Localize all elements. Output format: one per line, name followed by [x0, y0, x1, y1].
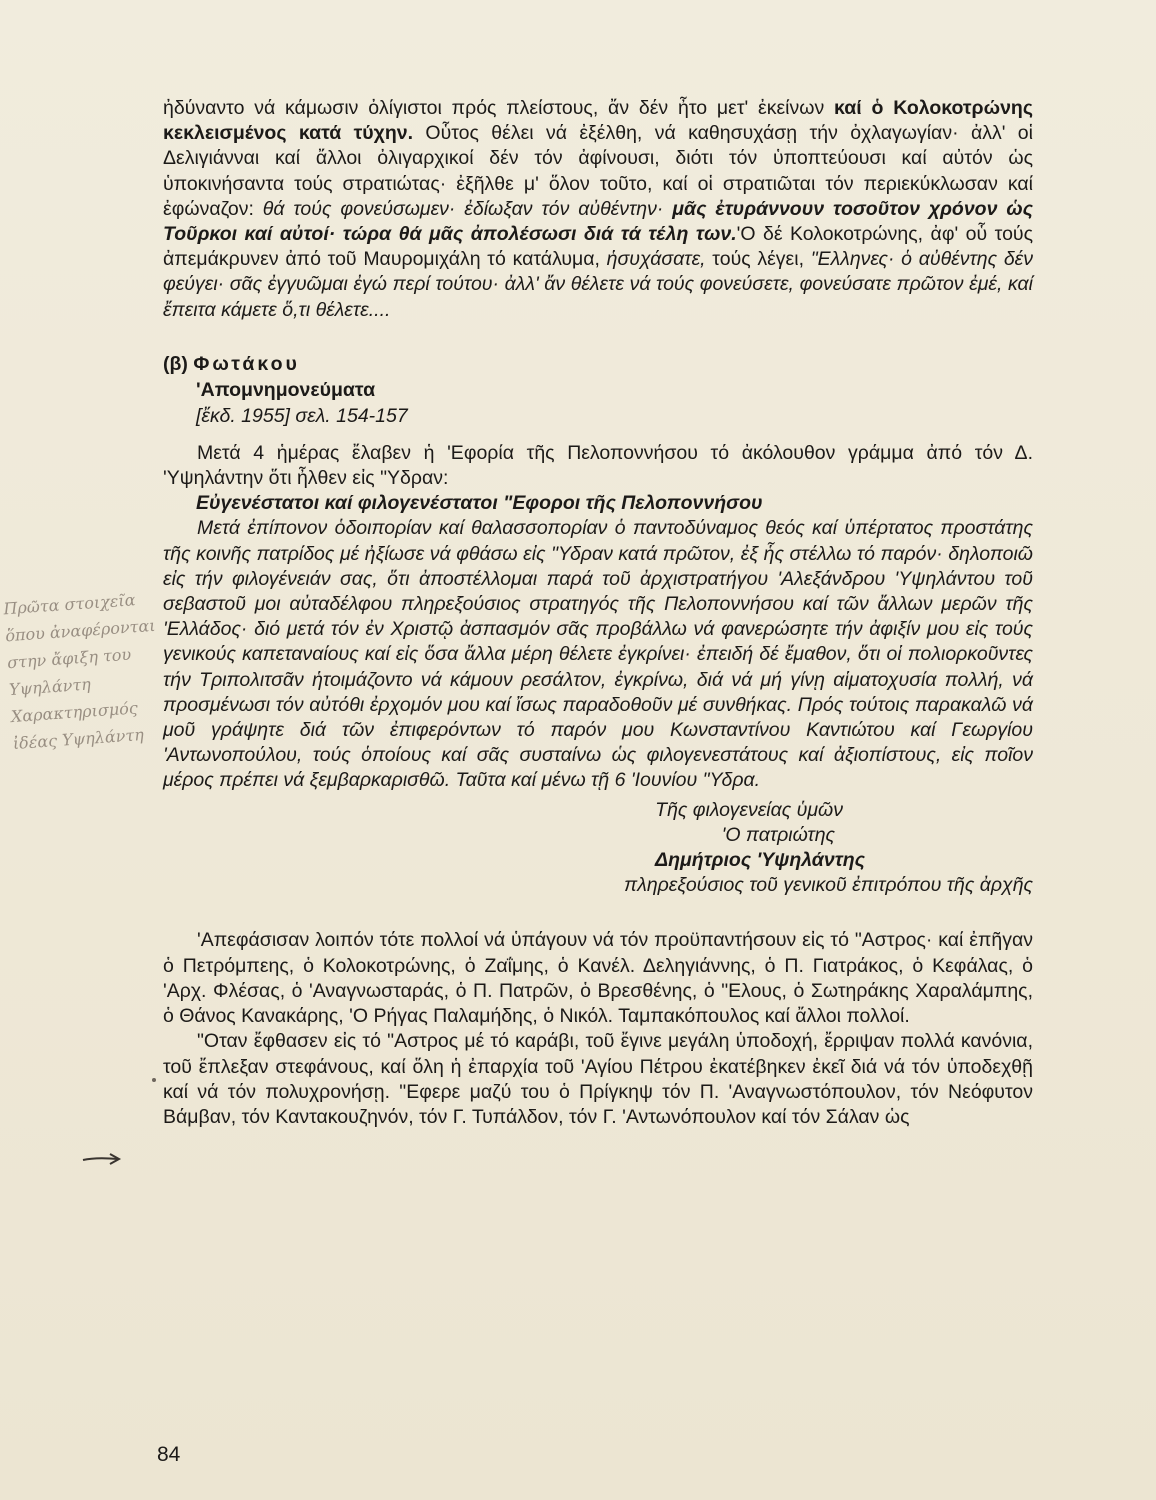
- letter-intro: Μετά 4 ἡμέρας ἔλαβεν ἡ 'Εφορία τῆς Πελοποννήσου τό ἀκόλουθον γράμμα ἀπό τόν Δ. 'Υψηλάντην ὅτι ἦλθεν εἰς "Υδραν:: [163, 441, 1033, 490]
- handwritten-margin-note: [3, 585, 164, 757]
- letter-salutation: Εὐγενέστατοι καί φιλογενέστατοι "Εφοροι τῆς Πελοποννήσου: [196, 492, 763, 515]
- passage-1-segment: ἠδύναντο νά κάμωσιν ὀλίγιστοι πρός πλείστους, ἄν δέν ἦτο μετ' ἐκείνων: [163, 97, 835, 119]
- margin-note-line: ἰδέας Υψηλάντη: [12, 724, 145, 754]
- passage-1-segment: μᾶς ἐτυράννουν τοσοῦτον χρόνον ὡς Τοῦρκοι καί αὐτοί· τώρα θά μᾶς ἀπολέσωσι διά τά τέλη των.: [163, 197, 1033, 246]
- passage-1-segment: καί ὁ Κολοκοτρώνης κεκλεισμένος κατά τύχην.: [163, 97, 1033, 145]
- passage-1-segment: ἡσυχάσατε,: [606, 248, 706, 271]
- passage-1-segment: Οὗτος θέλει νά ἐξέλθη, νά καθησυχάσῃ τήν ὀχλαγωγίαν· ἀλλ' οἱ Δελιγιάνναι καί ἄλλοι ὀλιγαρχικοί δέν τόν ἀφίνουσι, διότι τόν ὑποπτεύουσι καί αὐτόν ὡς ὑποκινήσαντα τούς στρατιώτας· ἐξῆλθε μ' ὅλον τοῦτο, καί οἱ στρατιῶται τόν περιεκύκλωσαν καί ἐφώναζον:: [163, 122, 1033, 220]
- margin-note-line: Χαρακτηρισμός: [10, 698, 139, 727]
- source-heading: [163, 351, 1033, 429]
- passage-1-segment: θά τούς φονεύσωμεν· ἐδίωξαν τόν αὐθέντην·: [262, 197, 673, 220]
- letter-closing-2: 'Ο πατριώτης: [721, 823, 835, 846]
- passage-3: "Οταν ἔφθασεν εἰς τό "Αστρος μέ τό καράβι, τοῦ ἔγινε μεγάλη ὑποδοχή, ἔρριψαν πολλά κανόνια, τοῦ ἔπλεξαν στεφάνους, καί ὅλη ἡ ἐπαρχία τοῦ 'Αγίου Πέτρου ἐκατέβηκεν ἐκεῖ διά νά τόν ὑποδεχθῇ καί νά τόν πολυχρονήσῃ. "Εφερε μαζύ του ὁ Πρίγκηψ τόν Π. 'Αναγνωστόπουλον, τόν Νεόφυτον Βάμβαν, τόν Καντακουζηνόν, τόν Γ. Τυπάλδον, τόν Γ. 'Αντωνόπουλον καί τόν Σάλαν ὡς: [163, 1030, 1033, 1128]
- margin-dot-icon: [150, 1076, 158, 1084]
- letter-signer-role: πληρεξούσιος τοῦ γενικοῦ ἐπιτρόπου τῆς ἀρχῆς: [624, 874, 1033, 897]
- letter-signature: Δημήτριος 'Υψηλάντης: [655, 849, 865, 872]
- passage-1: [163, 96, 1033, 323]
- letter-body: Μετά ἐπίπονον ὁδοιπορίαν καί θαλασσοπορίαν ὁ παντοδύναμος θεός καί ὑπέρτατος προστάτης τῆς κοινῆς πατρίδος μέ ἠξίωσε νά φθάσω εἰς "Υδραν κατά πρῶτον, ἐξ ἧς στέλλω τό παρόν· δηλοποιῶ εἰς τήν φιλογένειάν σας, ὅτι ἀποστέλλομαι παρά τοῦ ἀρχιστρατήγου 'Αλεξάνδρου 'Υψηλάντου τοῦ σεβαστοῦ μοι αὐταδέλφου πληρεξούσιος στρατηγός τῆς Πελοποννήσου καί τῶν ἄλλων μερῶν τῆς 'Ελλάδος· διό μετά τόν ἐν Χριστῷ ἀσπασμόν σᾶς προβάλλω νά φανερώσητε τήν ἀφιξίν μου εἰς τούς γενικούς καπεταναίους καί εἰς ὅσα ἄλλα μέρη θέλετε ἐγκρίνει· ἐπειδή δέ ἔμαθον, ὅτι οἱ πολιορκοῦντες τήν Τριπολιτσᾶν ἡτοιμάζοντο νά κάμουν ρεσάλτον, ἐγκρίνω, διά νά μή γίνῃ αἱματοχυσία πολλή, νά προσμένωσι τόν αὐτόθι ἐρχομόν μου καί ἴσως παραδοθοῦν μέ συνθήκας. Πρός τούτοις παρακαλῶ νά μοῦ γράψητε διά τῶν ἐπιφερόντων τό παρόν μου Κωνσταντίνου Καντιώτου καί Γεωργίου 'Αντωνοπούλου, τούς ὁποίους καί σᾶς συσταίνω ὡς φιλογενεστάτους καί ἀξιοπίστους, εἰς ποῖον μέρος πρέπει νά ξεμβαρκαρισθῶ. Ταῦτα καί μένω τῇ 6 'Ιουνίου "Υδρα.: [163, 517, 1033, 792]
- source-author: Φωτάκου: [193, 352, 300, 375]
- margin-note-line: Πρῶτα στοιχεῖα: [2, 590, 137, 619]
- margin-note-line: στην ἄφιξη του: [6, 644, 132, 673]
- page-number: 84: [157, 1443, 181, 1466]
- section-label: (β): [163, 352, 188, 375]
- handwritten-arrow-icon: [82, 1152, 122, 1166]
- letter-closing-1: Τῆς φιλογενείας ὑμῶν: [655, 798, 843, 821]
- margin-note-line: Υψηλάντη: [8, 674, 92, 700]
- source-title: 'Απομνημονεύματα: [196, 378, 376, 401]
- passage-1-segment: "Ελληνες· ὁ αὐθέντης δέν φεύγει· σᾶς ἐγγυῶμαι ἐγώ περί τούτου· ἀλλ' ἄν θέλετε νά τούς φονεύσετε, φονεύσατε πρῶτον ἐμέ, καί ἔπειτα κάμετε ὅ,τι θέλετε....: [163, 248, 1033, 321]
- passage-1-segment: τούς λέγει,: [705, 248, 811, 271]
- letter-signature-block: [163, 798, 1033, 899]
- source-edition: [ἔκδ. 1955] σελ. 154-157: [196, 404, 408, 427]
- passage-1-segment: 'Ο δέ Κολοκοτρώνης, ἀφ' οὗ τούς ἀπεμάκρυνεν ἀπό τοῦ Μαυρομιχάλη τό κατάλυμα,: [163, 223, 1033, 271]
- passage-2: 'Απεφάσισαν λοιπόν τότε πολλοί νά ὑπάγουν νά τόν προϋπαντήσουν εἰς τό "Αστρος· καί ἐπῆγαν ὁ Πετρόμπεης, ὁ Κολοκοτρώνης, ὁ Ζαΐμης, ὁ Κανέλ. Δεληγιάννης, ὁ Π. Γιατράκος, ὁ Κεφάλας, ὁ 'Αρχ. Φλέσας, ὁ 'Αναγνωσταράς, ὁ Π. Πατρῶν, ὁ Βρεσθένης, ὁ "Ελους, ὁ Σωτηράκης Χαραλάμπης, ὁ Θάνος Κανακάρης, 'Ο Ρήγας Παλαμήδης, ὁ Νικόλ. Ταμπακόπουλος καί ἄλλοι πολλοί.: [163, 929, 1033, 1028]
- body-text: [163, 96, 1033, 1130]
- margin-note-line: ὅπου ἀναφέρονται: [4, 615, 157, 646]
